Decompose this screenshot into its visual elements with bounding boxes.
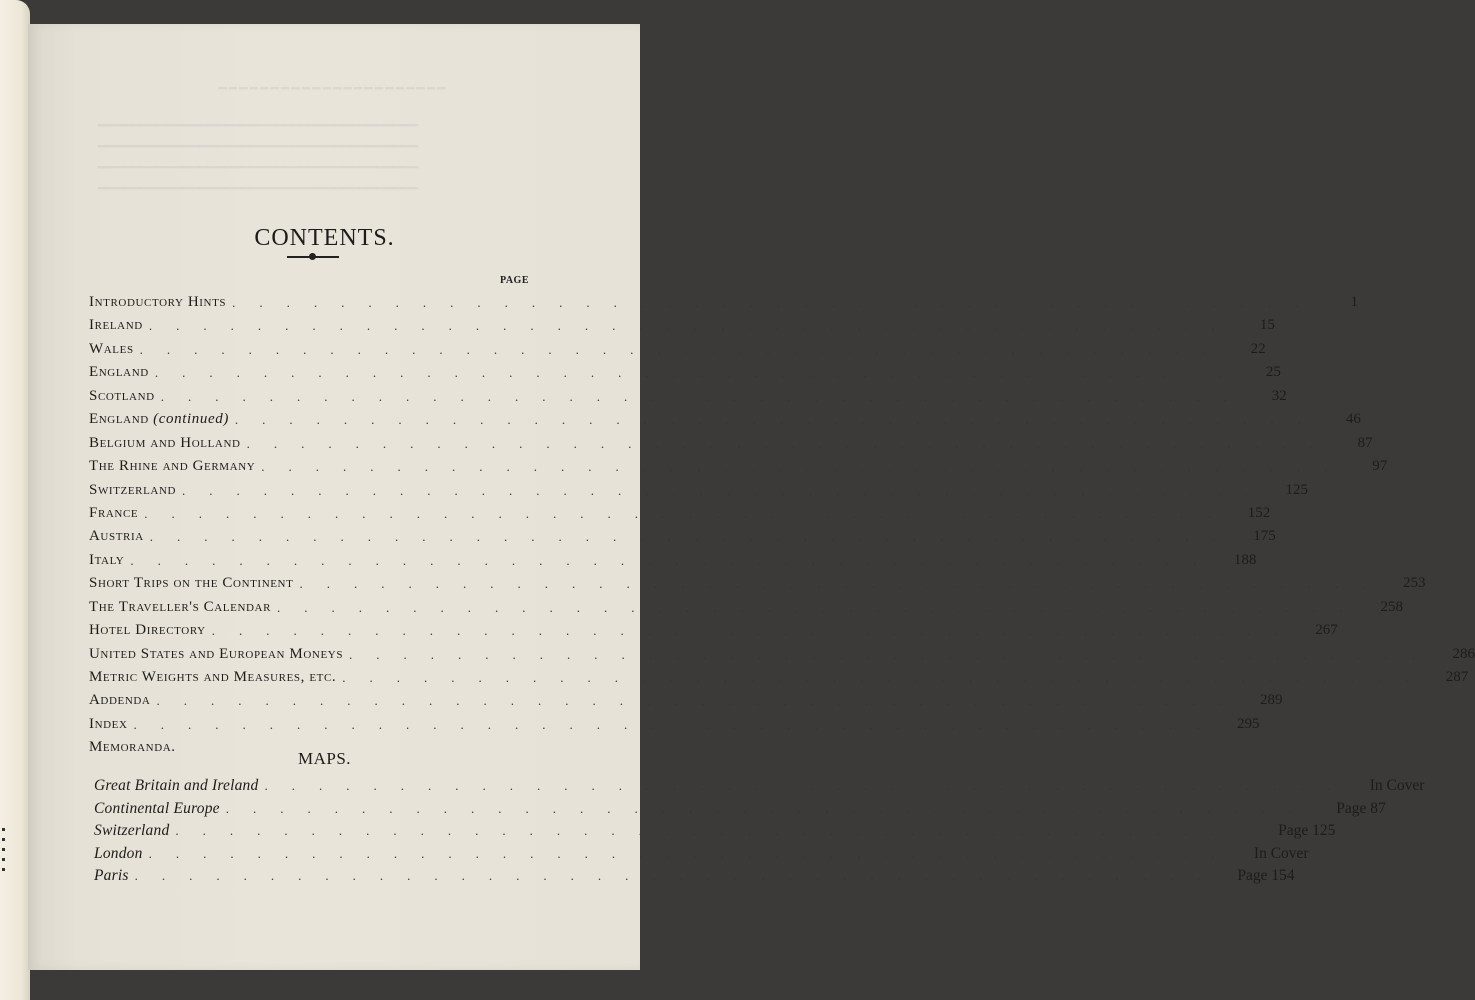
map-entry-label	[94, 798, 226, 821]
ornament-rule-icon	[287, 256, 339, 258]
contents-entry-title: United States and European Moneys	[89, 645, 344, 662]
contents-entry-label	[89, 291, 232, 314]
contents-entry	[89, 408, 1361, 431]
contents-entry	[89, 432, 1373, 455]
dot-leader: ........................................	[130, 552, 1221, 568]
contents-entry-page-number: 175	[1253, 528, 1276, 545]
contents-entry-page-number: 87	[1357, 434, 1373, 451]
map-entry	[94, 865, 1295, 888]
contents-entry-page-number: 22	[1250, 340, 1266, 357]
contents-entry-page-number: 258	[1380, 598, 1404, 615]
adjacent-page-edge	[0, 0, 30, 1000]
dot-leader: ........................................	[154, 365, 1245, 381]
contents-entry-title: England	[89, 364, 149, 381]
contents-entry-page-number: 287	[1445, 669, 1469, 685]
dot-leader: ........................................	[277, 599, 1368, 615]
contents-entry-label	[89, 314, 149, 337]
dot-leader: ........................................	[225, 800, 1316, 816]
contents-entry-label	[89, 713, 134, 736]
contents-entry-page-number: 125	[1285, 481, 1309, 498]
contents-entry	[89, 314, 1275, 337]
contents-entry-title: Italy	[89, 551, 125, 568]
contents-entry-page-number: 46	[1345, 411, 1361, 428]
contents-entry-title: Ireland	[89, 317, 143, 334]
contents-entry-title: Memoranda.	[89, 739, 176, 756]
contents-entry-title: Short Trips on the Continent	[89, 575, 294, 592]
map-entry-label	[94, 843, 149, 866]
contents-entry-label	[89, 408, 235, 431]
contents-entry-title: France	[89, 504, 139, 521]
contents-entry-label	[89, 619, 212, 642]
map-entry-label	[94, 775, 264, 798]
map-entry-label	[94, 820, 175, 843]
contents-entry-label	[89, 666, 342, 689]
contents-entry-label	[89, 479, 182, 502]
contents-entry-page-number: 267	[1315, 622, 1338, 639]
contents-entry-title: England	[89, 411, 149, 428]
contents-entry	[89, 572, 1426, 595]
contents-entry-page-number: 188	[1233, 551, 1257, 568]
map-entry-title: Great Britain and Ireland	[94, 777, 259, 794]
contents-entry-page-number: 25	[1265, 364, 1281, 381]
contents-entry-label	[89, 596, 277, 619]
dot-leader: ........................................	[264, 778, 1355, 793]
contents-entry	[89, 385, 1287, 408]
map-entry	[94, 798, 1386, 821]
maps-title: MAPS.	[297, 749, 352, 768]
contents-entry-page-number: 32	[1271, 387, 1287, 404]
contents-entry-label	[89, 689, 156, 712]
contents-entry-title: The Traveller's Calendar	[89, 598, 272, 615]
contents-entry-page-number: 295	[1237, 715, 1260, 732]
contents-entry-label	[89, 361, 155, 384]
bleed-through-text: ━━━━━━━━━━━━━━━━━━━━━━ ━━━━━━━━━━━━━━━━━━━━━━━━━━━━━━━━━━━━━━ ━━━━━━━━━━━━━━━━━━━━━━━━━━━━━━━━━━━━━━ ━━━━━━━━━━━━━━━━━━━━━━━━━━━━━━━━━━━━━━ ━━━━━━━━━━━━━━━━━━━━━━━━━━━━━━━━━━━━━━	[98, 82, 448, 197]
contents-entry-label	[89, 432, 247, 455]
contents-entry-title: The Rhine and Germany	[89, 458, 256, 475]
map-entry-page-number: Page 87	[1336, 799, 1386, 817]
contents-entry	[89, 596, 1404, 619]
dot-leader: ........................................	[133, 716, 1224, 732]
contents-entry-page-number: 1	[1350, 294, 1359, 310]
map-entry	[94, 843, 1309, 866]
map-entry-title: Continental Europe	[94, 799, 220, 817]
contents-entry	[89, 619, 1338, 642]
dot-leader: ........................................	[134, 868, 1225, 884]
map-entry-title: Switzerland	[94, 822, 170, 840]
dot-leader: ........................................	[211, 623, 1302, 639]
dot-leader: ........................................	[139, 341, 1230, 357]
contents-entry-title: Austria	[89, 528, 144, 545]
dot-leader: ........................................	[234, 412, 1325, 428]
map-entry-page-number: Page 154	[1237, 867, 1295, 885]
contents-entry	[89, 455, 1388, 478]
contents-entry	[89, 502, 1271, 525]
dot-leader: ........................................	[261, 459, 1352, 475]
dot-leader: ........................................	[349, 646, 1440, 662]
contents-entry	[89, 549, 1257, 572]
contents-entry	[89, 361, 1281, 384]
map-entry-label	[94, 865, 135, 888]
contents-entry-note: (continued)	[153, 411, 229, 428]
dot-leader: ........................................	[148, 318, 1239, 334]
dot-leader: ........................................	[160, 388, 1251, 404]
contents-entry-title: Switzerland	[89, 481, 177, 498]
map-entry	[94, 820, 1336, 843]
map-entry-page-number: In Cover	[1253, 844, 1309, 862]
contents-entry-title: Belgium and Holland	[89, 434, 241, 451]
dot-leader: ........................................	[175, 823, 1266, 839]
adjacent-page-marks	[2, 828, 8, 878]
contents-entry	[89, 338, 1266, 361]
dot-leader: ........................................	[246, 435, 1337, 451]
map-entry-title: Paris	[94, 867, 129, 885]
contents-entry	[89, 643, 1475, 666]
contents-entry	[89, 713, 1260, 736]
contents-entry	[89, 291, 1359, 314]
contents-entry-title: Scotland	[89, 387, 155, 404]
map-entry	[94, 775, 1425, 798]
contents-entry-title: Metric Weights and Measures, etc.	[89, 669, 337, 685]
dot-leader: ........................................	[299, 576, 1390, 592]
contents-entry	[89, 666, 1469, 689]
contents-entry-title: Index	[89, 715, 128, 732]
dot-leader: ........................................	[182, 482, 1273, 498]
contents-entry-title: Wales	[89, 340, 134, 357]
dot-leader: ........................................	[156, 693, 1247, 709]
contents-entry-page-number: 15	[1259, 317, 1275, 334]
contents-entry-label	[89, 455, 261, 478]
dot-leader: ........................................	[232, 295, 1323, 310]
contents-entry-label	[89, 549, 130, 572]
contents-entry-page-number: 289	[1259, 692, 1283, 709]
map-entry-title: London	[94, 844, 143, 862]
contents-entry-label	[89, 643, 349, 666]
dot-leader: ........................................	[144, 505, 1235, 521]
contents-entry-title: Hotel Directory	[89, 622, 206, 639]
map-entry-page-number: In Cover	[1369, 777, 1425, 794]
dot-leader: ........................................	[148, 845, 1239, 861]
contents-entry-page-number: 152	[1247, 504, 1271, 521]
page-column-header: PAGE	[499, 275, 529, 286]
contents-entry-page-number: 97	[1372, 458, 1388, 475]
contents-list	[89, 291, 1475, 760]
contents-entry	[89, 479, 1309, 502]
map-entry-page-number: Page 125	[1278, 822, 1336, 840]
contents-title: CONTENTS.	[254, 225, 395, 251]
maps-list	[94, 775, 1425, 888]
contents-entry-label	[89, 572, 299, 595]
dot-leader: ........................................	[342, 670, 1433, 685]
contents-entry-title: Introductory Hints	[89, 294, 227, 310]
contents-entry-page-number: 286	[1452, 645, 1475, 662]
contents-entry-page-number: 253	[1402, 575, 1426, 592]
contents-entry	[89, 525, 1276, 548]
contents-entry-label	[89, 385, 161, 408]
contents-entry-label	[89, 502, 144, 525]
dot-leader: ........................................	[149, 529, 1240, 545]
contents-entry-label	[89, 525, 150, 548]
contents-entry-label	[89, 338, 140, 361]
contents-entry-title: Addenda	[89, 692, 151, 709]
contents-entry	[89, 689, 1283, 712]
